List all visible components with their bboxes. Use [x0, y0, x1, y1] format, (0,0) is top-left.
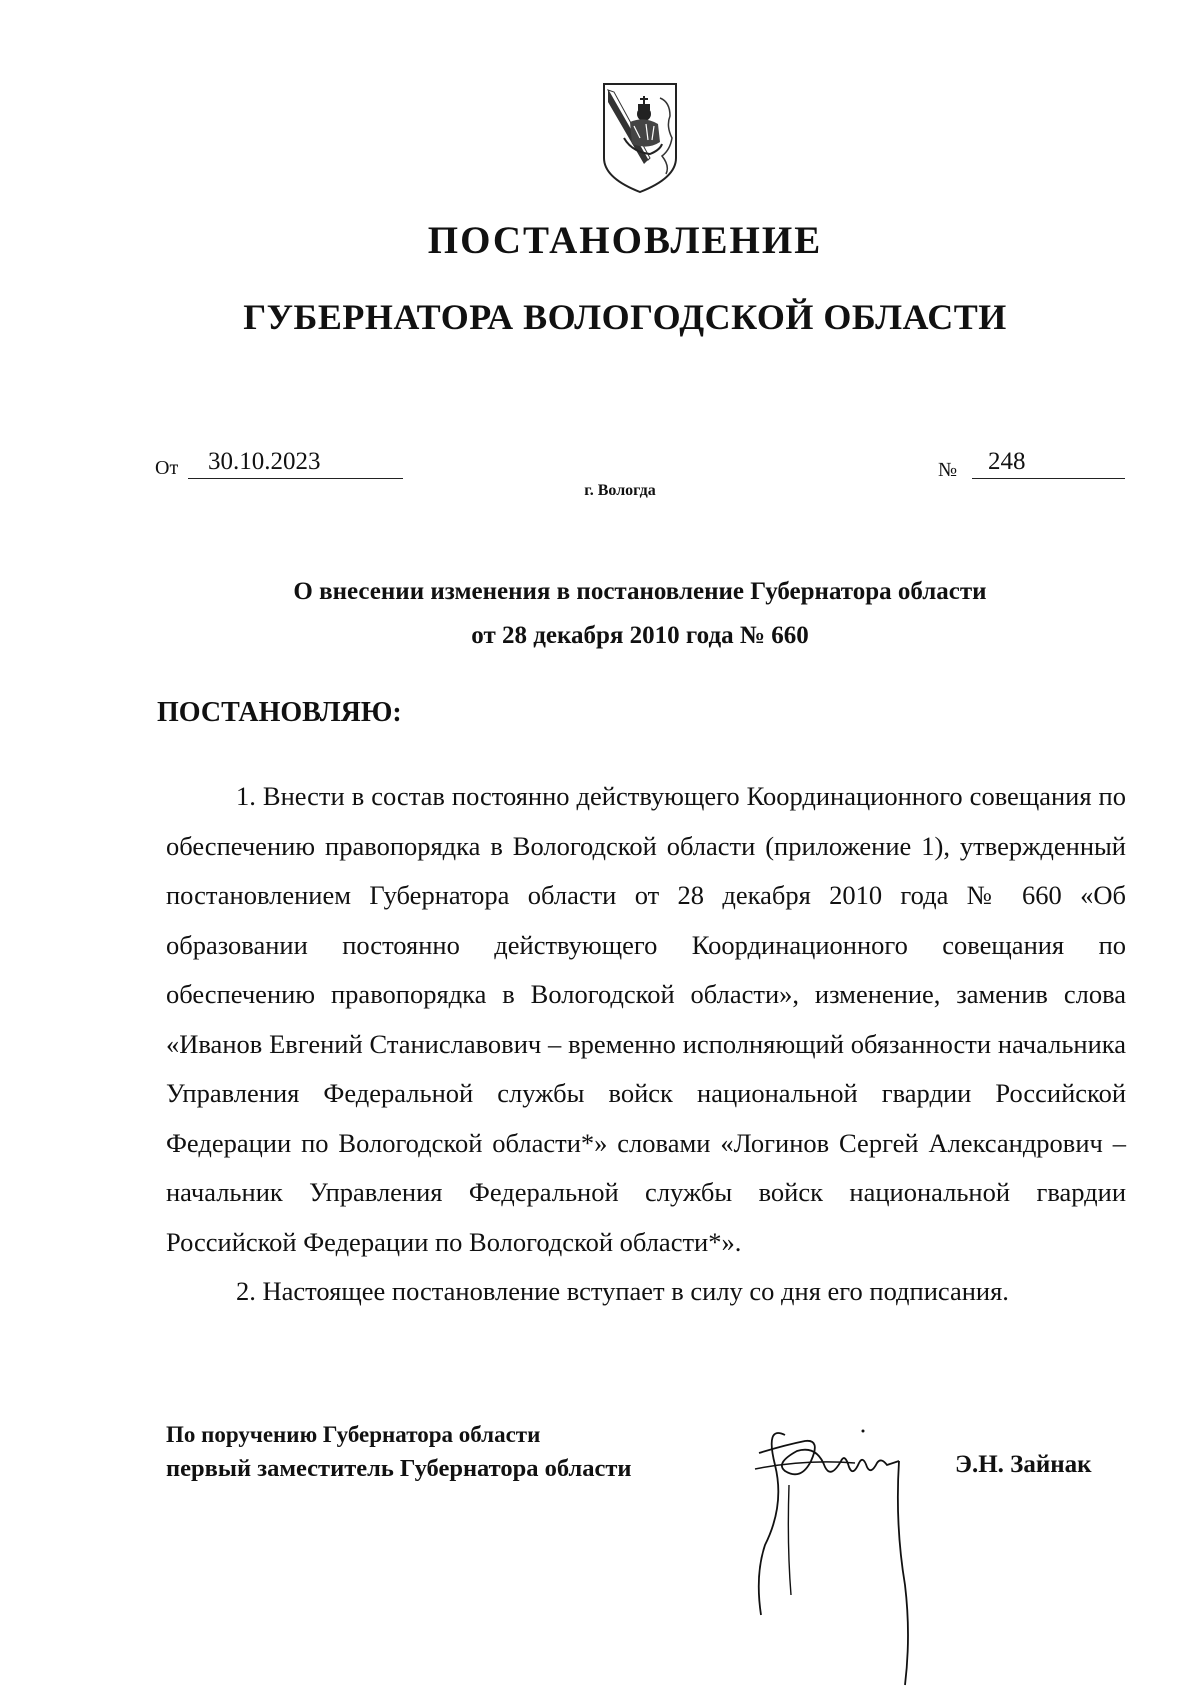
signatory-name: Э.Н. Зайнак [955, 1451, 1092, 1478]
paragraph-2: 2. Настоящее постановление вступает в силу со дня его подписания. [236, 1276, 1009, 1306]
paragraph-1: 1. Внести в состав постоянно действующего Координационного совещания по обеспечению правопорядка в Вологодской области (приложение 1), утвержденный постановлением Губернатора области от 28 декабря 2010 года № 660 «Об образовании постоянно действующего Координационного совещания по обеспечению правопорядка в Вологодской области», изменение, заменив слова «Иванов Евгений Станиславович – временно исполняющий обязанности начальника Управления Федеральной службы войск национальной гвардии Российской Федерации по Вологодской области*» словами «Логинов Сергей Александрович – начальник Управления Федеральной службы войск национальной гвардии Российской Федерации по Вологодской области*». [166, 781, 1126, 1257]
number-field [972, 448, 1125, 479]
signatory-line-2: первый заместитель Губернатора области [166, 1455, 632, 1482]
decree-heading: ПОСТАНОВЛЯЮ: [157, 697, 402, 728]
signatory-line-1: По поручению Губернатора области [166, 1422, 541, 1447]
handwritten-signature-icon [745, 1405, 945, 1695]
document-subtitle: ГУБЕРНАТОРА ВОЛОГОДСКОЙ ОБЛАСТИ [243, 297, 1007, 337]
subject-line-2: от 28 декабря 2010 года № 660 [471, 622, 809, 649]
date-label: От [155, 457, 179, 479]
number-value: 248 [988, 448, 1026, 475]
coat-of-arms-icon [600, 80, 680, 195]
subject-line-1: О внесении изменения в постановление Губернатора области [293, 578, 987, 605]
city-label: г. Вологда [584, 482, 656, 499]
document-subject [150, 570, 1130, 658]
number-label: № [938, 459, 958, 481]
document-body [166, 772, 1126, 1317]
document-title: ПОСТАНОВЛЕНИЕ [427, 219, 823, 262]
date-field [188, 448, 403, 479]
date-value: 30.10.2023 [208, 448, 321, 475]
signatory-block [166, 1418, 632, 1486]
